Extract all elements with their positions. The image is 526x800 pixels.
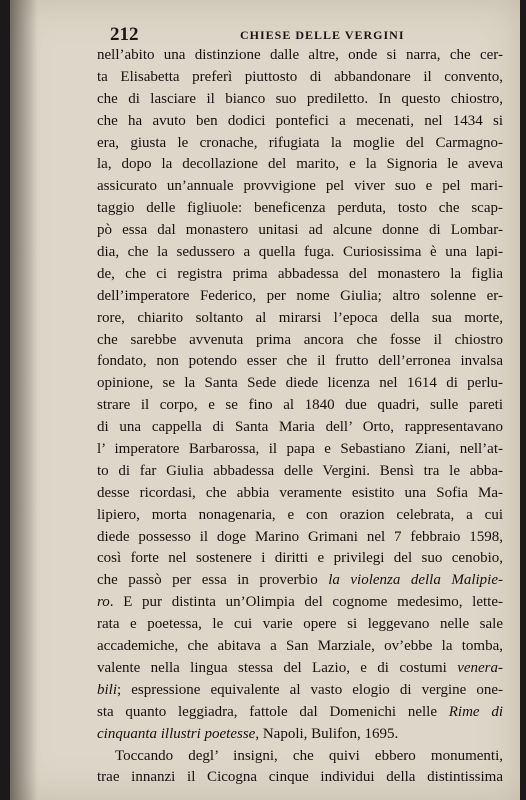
text-run: Toccando degl’ insigni, che quivi ebbero monumenti,	[115, 747, 503, 764]
page-header	[110, 24, 502, 44]
text-line	[97, 483, 503, 505]
text-run: de, che ci registra prima abbadessa del monastero la figlia	[97, 265, 503, 282]
text-line	[97, 417, 503, 439]
text-line	[97, 308, 503, 330]
text-line	[97, 330, 503, 352]
text-run: . E pur distinta un’Olimpia del cognome medesimo, lette-	[109, 594, 503, 611]
text-line	[97, 242, 503, 264]
text-run: opinione, se la Santa Sede diede licenza nel 1614 di perlu-	[97, 375, 503, 392]
text-line	[97, 505, 503, 527]
italic-text-run: la violenza della Malipie-	[328, 572, 503, 589]
text-run: lipiero, morta nonagenaria, e con orazion celebrata, a cui	[97, 506, 503, 523]
text-line	[97, 527, 503, 549]
text-line	[97, 351, 503, 373]
text-run: di una cappella di Santa Maria dell’ Orto, rappresentavano	[97, 419, 503, 436]
italic-text-run: bili	[97, 681, 118, 698]
text-line	[97, 176, 503, 198]
text-run: che di lasciare il bianco suo prediletto. In questo chiostro,	[97, 90, 503, 107]
text-line	[97, 220, 503, 242]
text-line	[97, 133, 503, 155]
text-run: assicurato un’annuale provvigione pel viver suo e pel mari-	[97, 178, 503, 195]
text-line	[97, 264, 503, 286]
text-line	[97, 395, 503, 417]
text-run: rata e poetessa, le cui varie opere si leggevano nelle sale	[97, 616, 503, 633]
text-line	[97, 746, 503, 768]
text-run: valente nella lingua stessa del Lazio, e di costumi	[97, 659, 458, 676]
text-run: ta Elisabetta preferì piuttosto di abbandonare il convento,	[97, 68, 503, 85]
italic-text-run: venera-	[457, 659, 503, 676]
text-run: taggio delle figliuole: beneficenza perduta, tosto che scap-	[97, 200, 503, 217]
text-run: ; espressione equivalente al vasto elogio di vergine one-	[117, 681, 503, 698]
text-line	[97, 570, 503, 592]
italic-text-run: cinquanta illustri poetesse	[97, 725, 256, 742]
text-run: diede possesso il doge Marino Grimani nel 7 febbraio 1598,	[97, 528, 503, 545]
running-title: CHIESE DELLE VERGINI	[240, 28, 405, 42]
italic-text-run: ro	[97, 594, 110, 611]
page-number: 212	[110, 24, 139, 45]
text-run: fondato, non potendo esser che il frutto dell’erronea invalsa	[97, 353, 503, 370]
text-line	[97, 198, 503, 220]
text-run: accademiche, che abitava a San Marziale, ov’ebbe la tomba,	[97, 638, 503, 655]
text-line	[97, 767, 503, 789]
text-run: dell’imperatore Federico, per nome Giulia; altro solenne er-	[97, 287, 503, 304]
text-run: dia, che la sedussero a quella fuga. Curiosissima è una lapi-	[97, 244, 503, 261]
text-run: l’ imperatore Barbarossa, il papa e Sebastiano Ziani, nell’at-	[97, 441, 503, 458]
text-line	[97, 461, 503, 483]
italic-text-run: Rime di	[448, 703, 503, 720]
text-line	[97, 702, 503, 724]
body-text	[97, 45, 503, 789]
text-line	[97, 111, 503, 133]
text-run: rore, chiarito soltanto al mirarsi l’epoca della sua morte,	[97, 309, 503, 326]
text-run: strare il corpo, e se fino al 1840 due quadri, sulle pareti	[97, 397, 503, 414]
text-run: che sarebbe avvenuta prima ancora che fosse il chiostro	[97, 331, 503, 348]
text-run: nell’abito una distinzione dalle altre, onde si narra, che cer-	[97, 47, 503, 63]
text-line	[97, 154, 503, 176]
text-run: , Napoli, Bulifon, 1695.	[255, 725, 399, 742]
text-run: sta quanto leggiadra, fattole dal Domenichi nelle	[97, 703, 449, 720]
text-line	[97, 680, 503, 702]
text-line	[97, 636, 503, 658]
text-line	[97, 286, 503, 308]
text-line	[97, 45, 503, 67]
text-run: pò essa dal monastero unitasi ad alcune donne di Lombar-	[97, 222, 503, 239]
text-run: to di far Giulia abbadessa delle Vergini. Bensì tra le abba-	[97, 462, 503, 479]
text-line	[97, 548, 503, 570]
text-run: trae innanzi il Cicogna cinque individui della distintissima	[97, 769, 503, 786]
text-line	[97, 67, 503, 89]
text-run: così forte nel sostenere i diritti e privilegi del suo cenobio,	[97, 550, 503, 567]
text-run: che ha avuto ben dodici pontefici a mecenati, nel 1434 si	[97, 112, 503, 129]
text-run: che passò per essa in proverbio	[97, 572, 329, 589]
text-run: desse ricordasi, che abbia veramente esistito una Sofia Ma-	[97, 484, 503, 501]
book-page	[10, 0, 520, 800]
text-run: la, dopo la decollazione del marito, e la Signoria le aveva	[97, 156, 503, 173]
text-line	[97, 89, 503, 111]
text-line	[97, 614, 503, 636]
text-line	[97, 439, 503, 461]
text-line	[97, 658, 503, 680]
text-line	[97, 592, 503, 614]
gutter-shadow	[10, 0, 38, 800]
text-run: era, giusta le cronache, rifugiata la moglie del Carmagno-	[97, 134, 503, 151]
text-line	[97, 724, 503, 746]
text-line	[97, 373, 503, 395]
